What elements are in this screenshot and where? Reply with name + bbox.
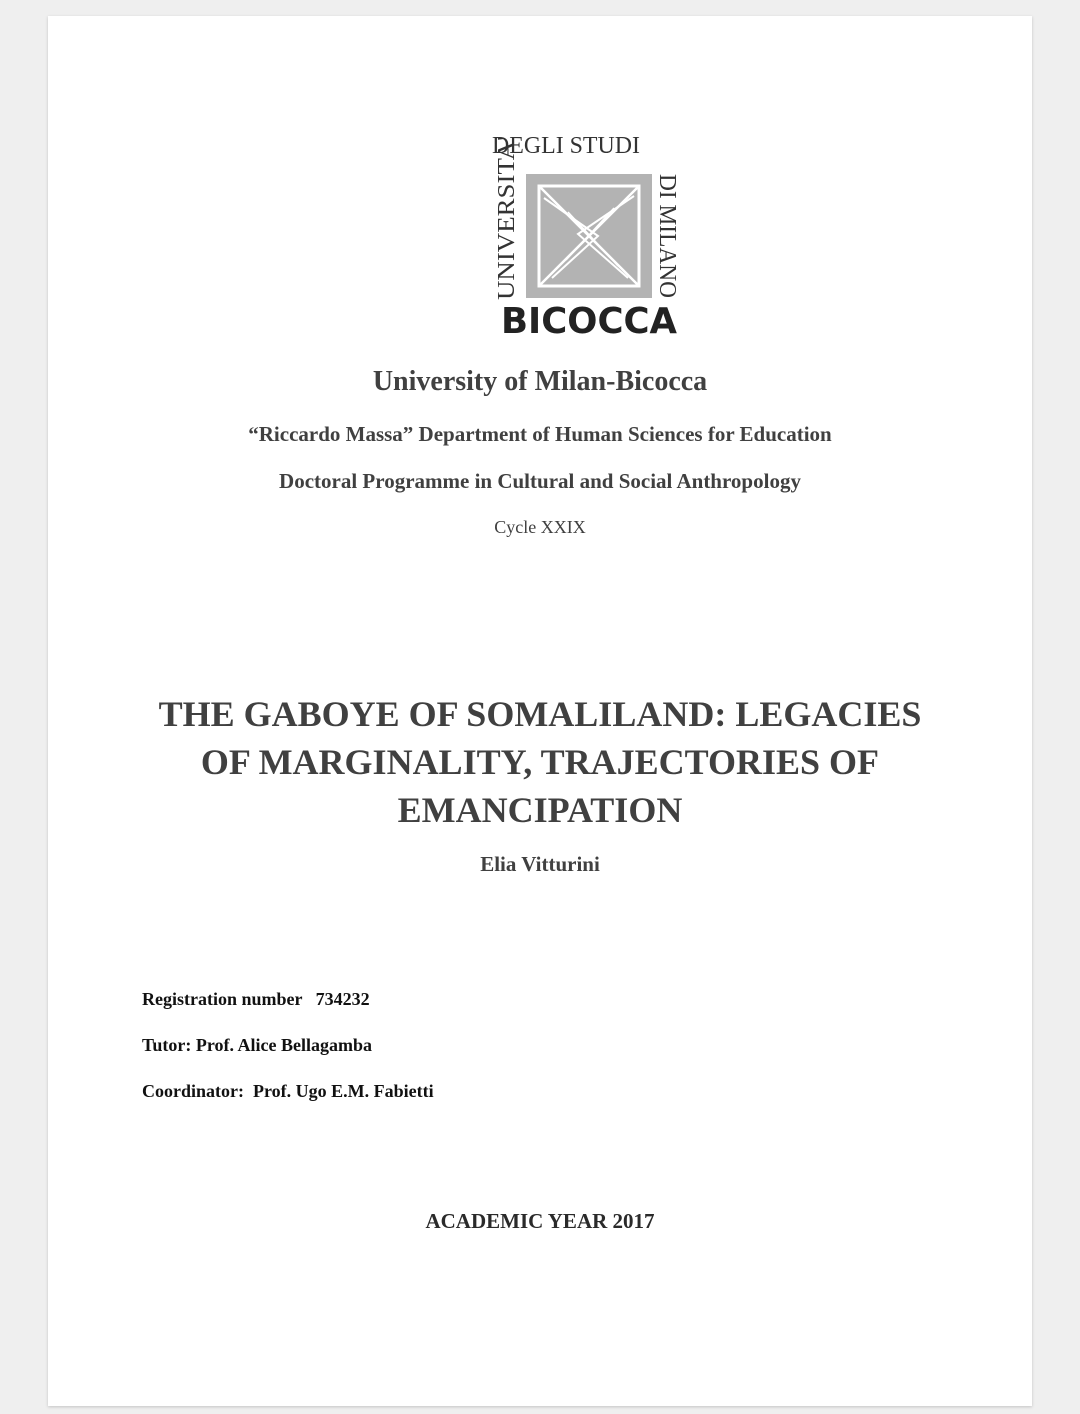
thesis-title: THE GABOYE OF SOMALILAND: LEGACIES OF MARGINALITY, TRAJECTORIES OF EMANCIPATION — [158, 694, 922, 830]
logo-left-text: UNIVERSITA' — [494, 153, 520, 300]
department-name: “Riccardo Massa” Department of Human Sciences for Education — [248, 422, 832, 446]
cycle-label: Cycle XXIX — [494, 517, 586, 537]
registration-number: Registration number 734232 — [142, 989, 370, 1009]
logo-right-text: DI MILANO — [654, 174, 680, 302]
tutor-line: Tutor: Prof. Alice Bellagamba — [142, 1035, 372, 1055]
coordinator-line: Coordinator: Prof. Ugo E.M. Fabietti — [142, 1081, 434, 1101]
author-name: Elia Vitturini — [480, 852, 600, 876]
university-logo — [448, 128, 680, 342]
document-page — [48, 16, 1032, 1406]
logo-bottom-text: BICOCCA — [501, 301, 678, 342]
programme-name: Doctoral Programme in Cultural and Social Anthropology — [279, 469, 801, 493]
university-name: University of Milan-Bicocca — [372, 366, 708, 397]
academic-year: ACADEMIC YEAR 2017 — [425, 1209, 655, 1233]
logo-top-text: DEGLI STUDI — [492, 133, 641, 159]
logo-emblem-square — [526, 174, 652, 298]
